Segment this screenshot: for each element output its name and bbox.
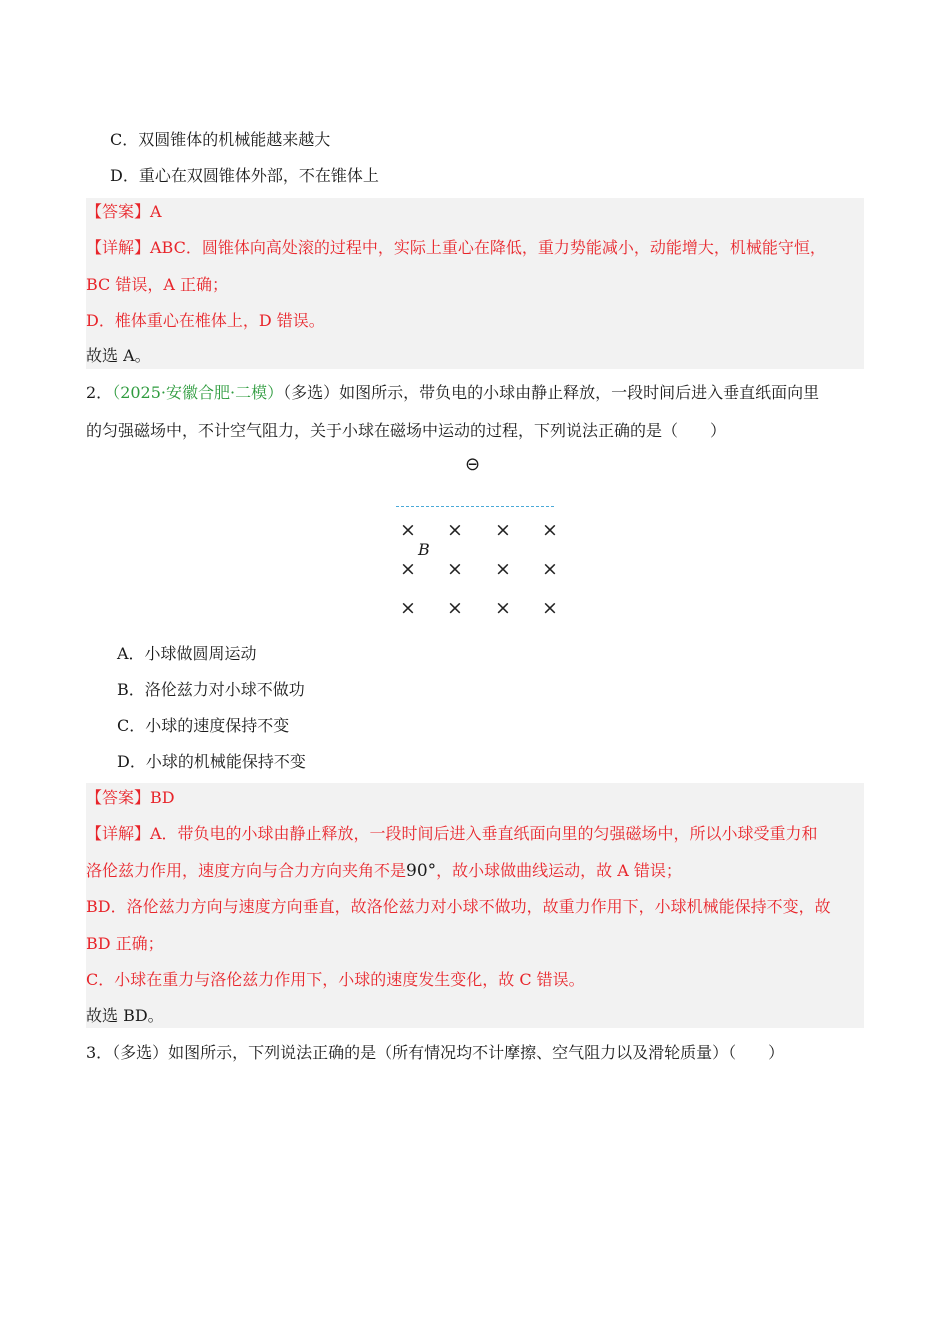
angle-value: 90° xyxy=(406,861,437,881)
q2-stem-text-1: （多选）如图所示，带负电的小球由静止释放，一段时间后进入垂直纸面向里 xyxy=(283,383,820,402)
field-cross-icon: × xyxy=(447,519,463,541)
field-cross-icon: × xyxy=(447,597,463,619)
q2-answer: 【答案】BD xyxy=(86,788,175,807)
q2-option-c: C．小球的速度保持不变 xyxy=(117,716,290,735)
field-boundary-line xyxy=(396,506,554,507)
q2-option-d: D．小球的机械能保持不变 xyxy=(117,752,306,771)
magnetic-field-diagram xyxy=(380,448,580,628)
q2-detail-line-2 xyxy=(86,860,682,882)
field-cross-icon: × xyxy=(447,558,463,580)
q2-conclusion: 故选 BD。 xyxy=(86,1006,164,1025)
q2-source: （2025·安徽合肥·二模） xyxy=(112,383,284,402)
q2-stem-line-2: 的匀强磁场中，不计空气阻力，关于小球在磁场中运动的过程，下列说法正确的是（ ） xyxy=(86,421,727,440)
q2-detail-line-1: 【详解】A．带负电的小球由静止释放，一段时间后进入垂直纸面向里的匀强磁场中，所以小球受重力和 xyxy=(86,824,818,843)
q1-detail-line-1: 【详解】ABC．圆锥体向高处滚的过程中，实际上重心在降低，重力势能减小，动能增大，机械能守恒， xyxy=(86,238,826,257)
field-cross-icon: × xyxy=(542,597,558,619)
q1-option-c: C．双圆锥体的机械能越来越大 xyxy=(110,130,331,149)
field-cross-icon: × xyxy=(495,519,511,541)
q2-option-b: B．洛伦兹力对小球不做功 xyxy=(117,680,305,699)
negative-charge-ball: ⊖ xyxy=(465,454,481,475)
field-cross-icon: × xyxy=(400,558,416,580)
field-label: B xyxy=(418,540,430,559)
q2-detail-text-2b: ，故小球做曲线运动，故 A 错误； xyxy=(436,861,682,880)
field-cross-icon: × xyxy=(495,558,511,580)
field-cross-icon: × xyxy=(400,519,416,541)
q1-answer-box xyxy=(86,198,864,369)
field-cross-icon: × xyxy=(542,558,558,580)
q3-stem: 3．（多选）如图所示，下列说法正确的是（所有情况均不计摩擦、空气阻力以及滑轮质量）（ ） xyxy=(86,1043,785,1062)
q2-detail-line-5: C．小球在重力与洛伦兹力作用下，小球的速度发生变化，故 C 错误。 xyxy=(86,970,585,989)
field-cross-icon: × xyxy=(542,519,558,541)
q2-stem-line-1 xyxy=(86,382,819,404)
field-cross-icon: × xyxy=(495,597,511,619)
q1-answer: 【答案】A xyxy=(86,202,162,221)
q1-conclusion: 故选 A。 xyxy=(86,346,151,365)
q2-detail-line-3: BD．洛伦兹力方向与速度方向垂直，故洛伦兹力对小球不做功，故重力作用下，小球机械能保持不变，故 xyxy=(86,897,831,916)
q2-answer-box xyxy=(86,783,864,1028)
q1-detail-line-3: D．椎体重心在椎体上，D 错误。 xyxy=(86,311,325,330)
q2-detail-line-4: BD 正确； xyxy=(86,934,164,953)
q1-detail-line-2: BC 错误，A 正确； xyxy=(86,275,229,294)
q2-detail-text-2a: 洛伦兹力作用，速度方向与合力方向夹角不是 xyxy=(86,861,407,880)
q1-option-d: D．重心在双圆锥体外部，不在锥体上 xyxy=(110,166,379,185)
field-cross-icon: × xyxy=(400,597,416,619)
q2-number: 2． xyxy=(86,383,113,402)
q2-option-a: A．小球做圆周运动 xyxy=(117,644,257,663)
